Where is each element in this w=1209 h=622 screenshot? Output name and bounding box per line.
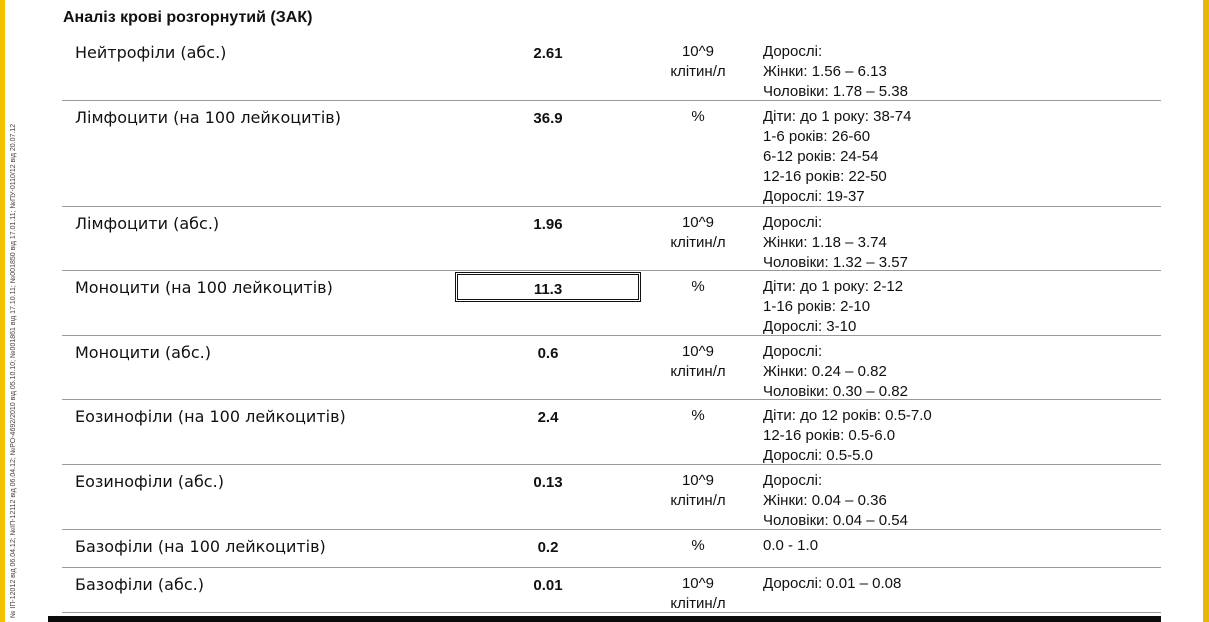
- test-unit: 10^9 клітин/л: [670, 43, 726, 80]
- left-accent-stripe: [0, 0, 5, 622]
- test-value: 0.01: [533, 577, 563, 594]
- test-name: Моноцити (на 100 лейкоцитів): [75, 278, 333, 297]
- table-row: [62, 207, 1161, 271]
- test-value: 0.6: [537, 345, 559, 362]
- test-value: 36.9: [533, 110, 563, 127]
- test-name: Еозинофіли (абс.): [75, 472, 224, 491]
- test-value: 0.2: [537, 539, 559, 556]
- test-reference: Дорослі: Жінки: 0.04 – 0.36 Чоловіки: 0.04 – 0.54: [763, 472, 908, 529]
- right-accent-stripe: [1203, 0, 1209, 622]
- test-unit: 10^9 клітин/л: [670, 214, 726, 251]
- table-row: [62, 101, 1161, 207]
- test-value: 2.61: [533, 45, 563, 62]
- test-unit: %: [691, 108, 705, 125]
- table-row: [62, 530, 1161, 568]
- test-name: Лімфоцити (абс.): [75, 214, 220, 233]
- test-reference: Дорослі: Жінки: 0.24 – 0.82 Чоловіки: 0.30 – 0.82: [763, 343, 908, 400]
- test-reference: Дорослі: 0.01 – 0.08: [763, 575, 902, 592]
- table-row: [62, 400, 1161, 465]
- highlighted-test-value: 11.3: [455, 272, 641, 302]
- table-row: [62, 271, 1161, 336]
- test-reference: 0.0 - 1.0: [763, 537, 819, 554]
- table-row: [62, 36, 1161, 101]
- test-reference: Діти: до 1 року: 2-12 1-16 років: 2-10 Дорослі: 3-10: [763, 278, 904, 335]
- table-row: [62, 465, 1161, 530]
- test-unit: 10^9 клітин/л: [670, 575, 726, 612]
- section-title: Аналіз крові розгорнутий (ЗАК): [63, 9, 313, 26]
- test-name: Базофіли (абс.): [75, 575, 204, 594]
- table-row: [62, 336, 1161, 400]
- test-name: Нейтрофіли (абс.): [75, 43, 227, 62]
- test-name: Моноцити (абс.): [75, 343, 211, 362]
- table-row: [62, 568, 1161, 613]
- results-table: [62, 36, 1161, 613]
- test-name: Еозинофіли (на 100 лейкоцитів): [75, 407, 346, 426]
- test-unit: 10^9 клітин/л: [670, 343, 726, 380]
- test-value: 0.13: [533, 474, 563, 491]
- test-reference: Дорослі: Жінки: 1.56 – 6.13 Чоловіки: 1.78 – 5.38: [763, 43, 908, 100]
- test-unit: %: [691, 407, 705, 424]
- test-reference: Діти: до 12 років: 0.5-7.0 12-16 років: 0.5-6.0 Дорослі: 0.5-5.0: [763, 407, 932, 464]
- test-reference: Дорослі: Жінки: 1.18 – 3.74 Чоловіки: 1.32 – 3.57: [763, 214, 908, 271]
- test-name: Базофіли (на 100 лейкоцитів): [75, 537, 326, 556]
- test-unit: %: [691, 537, 705, 554]
- bottom-divider-bar: [48, 616, 1161, 622]
- test-unit: 10^9 клітин/л: [670, 472, 726, 509]
- test-unit: %: [691, 278, 705, 295]
- test-value: 2.4: [537, 409, 559, 426]
- license-side-text: № ІП-12012 від 06.04.12; №ІП-12112 від 06.04.12; №РО-4692/2010 від 05.10.10; №001861 від 17.10.11; №001850 від 17.01.11; №ПУ-0110/12 від 20.07.12: [10, 123, 17, 618]
- test-name: Лімфоцити (на 100 лейкоцитів): [75, 108, 341, 127]
- test-value: 1.96: [533, 216, 563, 233]
- test-reference: Діти: до 1 року: 38-74 1-6 років: 26-60 6-12 років: 24-54 12-16 років: 22-50 Дорослі: 19-37: [763, 108, 912, 205]
